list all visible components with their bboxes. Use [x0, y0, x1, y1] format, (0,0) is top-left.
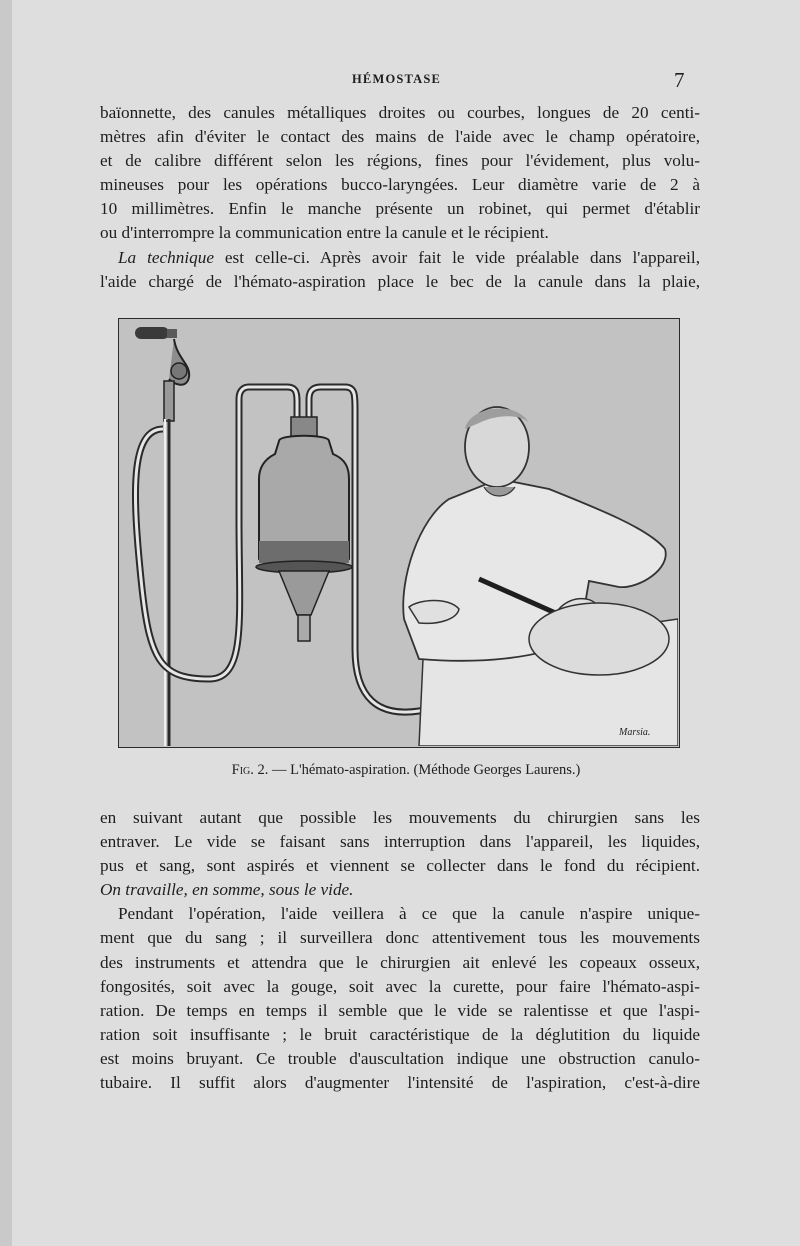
header-title: HÉMOSTASE [352, 72, 442, 86]
caption-label: Fig. 2. [231, 762, 269, 778]
engraver-signature: Marsia. [619, 727, 651, 738]
text-line: pus et sang, sont aspirés et viennent se collecter dans le fond du récipient. [100, 856, 700, 876]
text-line: des instruments et attendra que le chirurgien ait enlevé les copeaux osseux, [100, 952, 700, 972]
text-line [100, 246, 700, 270]
text-line: mètres afin d'éviter le contact des mains de l'aide avec le champ opératoire, [100, 127, 700, 147]
text-line: tubaire. Il suffit alors d'augmenter l'intensité de l'aspiration, c'est-à-dire [100, 1073, 700, 1093]
text-line: ration. De temps en temps il semble que le vide se ralentisse et que l'aspi- [100, 1000, 700, 1020]
italic-lead: La technique [118, 247, 214, 267]
text-line: Pendant l'opération, l'aide veillera à ce que la canule n'aspire unique- [118, 904, 700, 924]
figure-illustration [118, 318, 680, 748]
paragraph-1 [100, 101, 700, 246]
page-number: 7 [674, 68, 685, 92]
text-line: ou d'interrompre la communication entre la canule et le récipient. [100, 223, 549, 243]
text-line: 10 millimètres. Enfin le manche présente un robinet, qui permet d'établir [100, 199, 700, 219]
hemato-aspiration-engraving [119, 319, 678, 746]
text-line: et de calibre différent selon les régions, fines pour l'évidement, plus volu- [100, 151, 700, 171]
text-line: est moins bruyant. Ce trouble d'auscultation indique une obstruction canulo- [100, 1048, 700, 1068]
text-line: mineuses pour les opérations bucco-laryngées. Leur diamètre varie de 2 à [100, 175, 700, 195]
text-line: en suivant autant que possible les mouvements du chirurgien sans les [100, 808, 700, 827]
paragraph-4 [100, 902, 700, 1095]
text-line: ment que du sang ; il surveillera donc attentivement tous les mouvements [100, 928, 700, 948]
line-rest: est celle-ci. Après avoir fait le vide préalable dans l'appareil, [213, 247, 701, 267]
text-line: entraver. Le vide se faisant sans interruption dans l'appareil, les liquides, [100, 832, 700, 852]
caption-text: — L'hémato-aspiration. (Méthode Georges Laurens.) [268, 762, 581, 778]
paragraph-2 [100, 246, 700, 294]
paragraph-3 [100, 806, 700, 902]
running-header [12, 68, 800, 92]
figure-caption [12, 762, 800, 779]
italic-line: On travaille, en somme, sous le vide. [100, 880, 354, 900]
text-line: ration soit insuffisante ; le bruit caractéristique de la déglutition du liquide [100, 1024, 700, 1044]
text-line: l'aide chargé de l'hémato-aspiration place le bec de la canule dans la plaie, [100, 271, 700, 291]
text-line: fongosités, soit avec la gouge, soit avec la curette, pour faire l'hémato-aspi- [100, 976, 700, 996]
book-page [12, 0, 800, 1246]
text-line: baïonnette, des canules métalliques droites ou courbes, longues de 20 centi- [100, 103, 700, 122]
